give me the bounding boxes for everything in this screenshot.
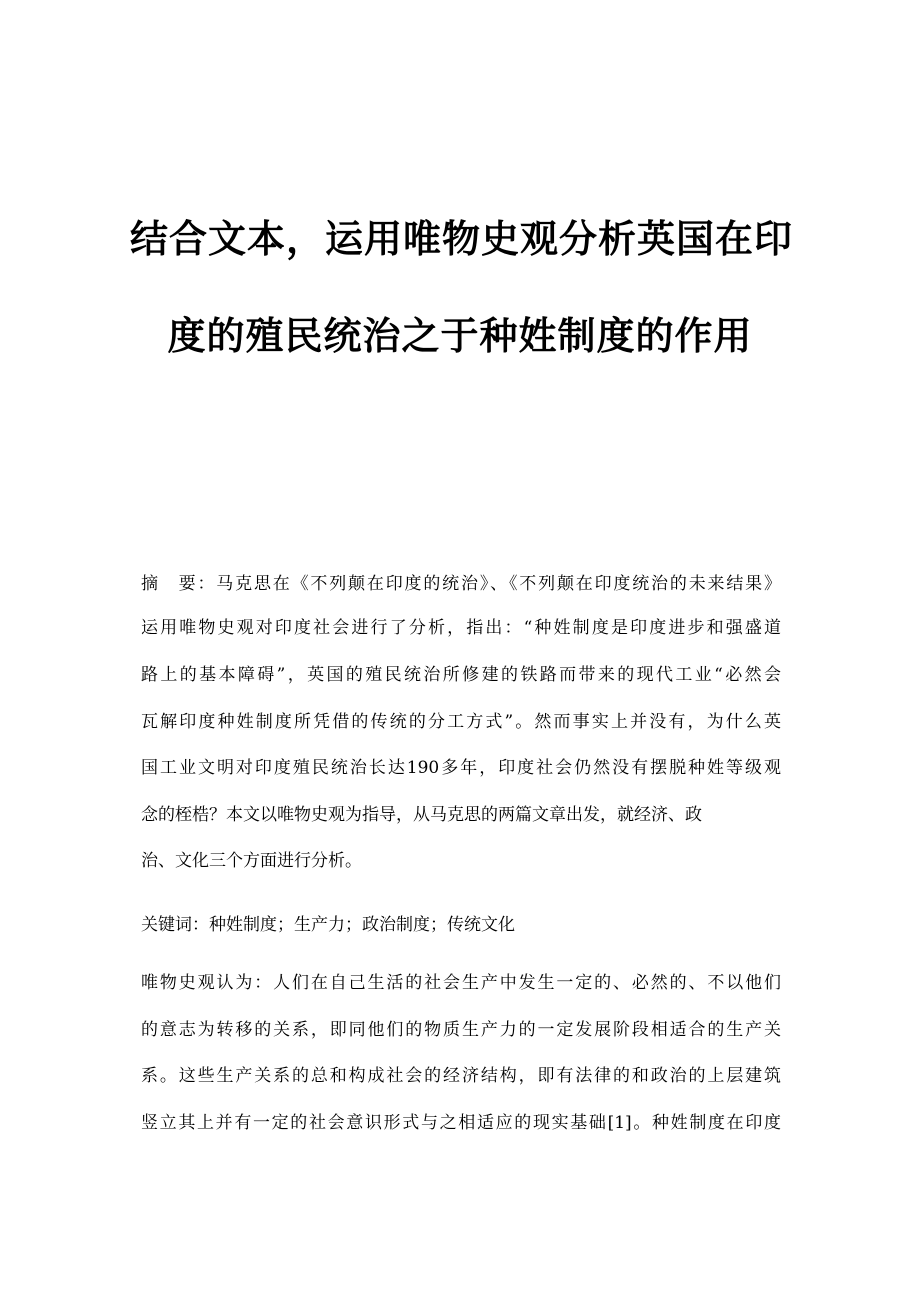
body-line: 唯物史观认为：人们在自己生活的社会生产中发生一定的、必然的、不以他们: [141, 973, 781, 993]
abstract-line: 瓦解印度种姓制度所凭借的传统的分工方式”。然而事实上并没有，为什么英: [141, 712, 781, 732]
abstract-line: 念的桎梏？本文以唯物史观为指导，从马克思的两篇文章出发，就经济、政: [141, 805, 702, 825]
abstract-line: 摘 要：马克思在《不列颠在印度的统治》、《不列颠在印度统治的未来结果》: [141, 574, 781, 594]
abstract-line: 治、文化三个方面进行分析。: [141, 851, 362, 871]
document-title-line-1: 结合文本，运用唯物史观分析英国在印: [130, 217, 794, 261]
abstract-line: 运用唯物史观对印度社会进行了分析，指出：“种姓制度是印度进步和强盛道: [141, 618, 781, 638]
body-line: 的意志为转移的关系，即同他们的物质生产力的一定发展阶段相适合的生产关: [141, 1020, 781, 1040]
body-line: 竖立其上并有一定的社会意识形式与之相适应的现实基础[1]。种姓制度在印度: [141, 1113, 781, 1133]
document-title-line-2: 度的殖民统治之于种姓制度的作用: [167, 314, 753, 358]
abstract-line: 路上的基本障碍”，英国的殖民统治所修建的铁路而带来的现代工业“必然会: [141, 665, 781, 685]
abstract-line: 国工业文明对印度殖民统治长达190多年，印度社会仍然没有摆脱种姓等级观: [141, 758, 781, 778]
keywords-line: 关键词：种姓制度；生产力；政治制度；传统文化: [141, 915, 515, 935]
body-line: 系。这些生产关系的总和构成社会的经济结构，即有法律的和政治的上层建筑: [141, 1066, 781, 1086]
